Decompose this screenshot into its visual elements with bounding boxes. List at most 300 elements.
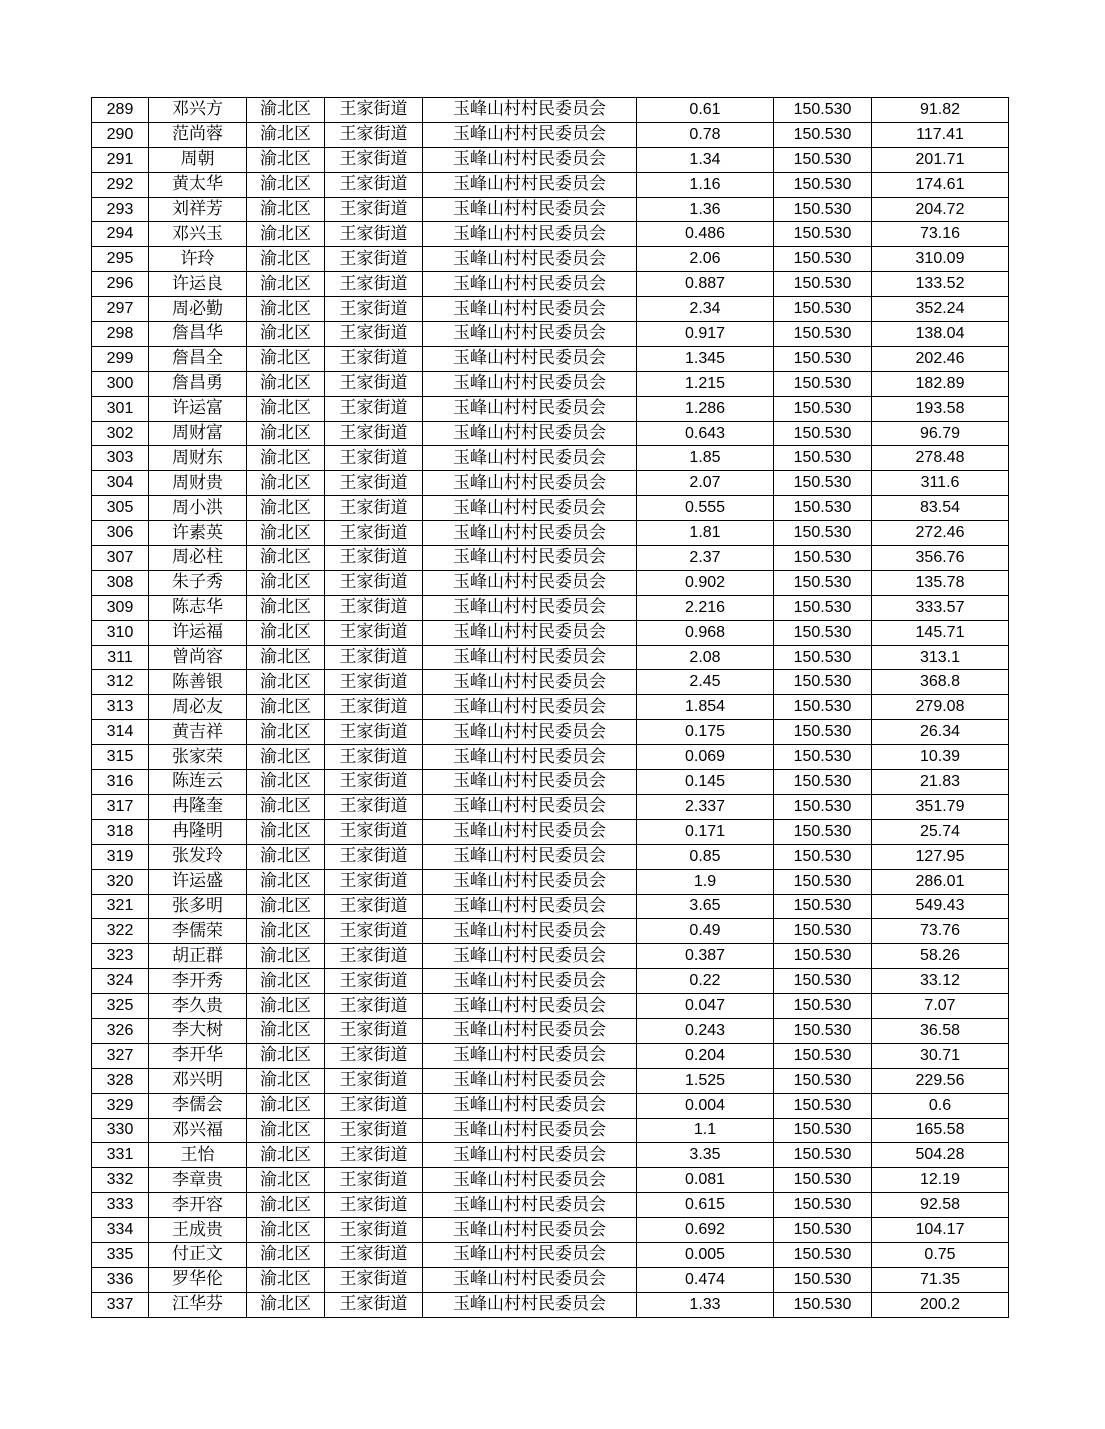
- cell-village-committee: 玉峰山村村民委员会: [423, 98, 637, 123]
- cell-area: 0.474: [637, 1267, 774, 1292]
- cell-area: 2.337: [637, 794, 774, 819]
- cell-amount: 0.75: [872, 1242, 1009, 1267]
- cell-village-committee: 玉峰山村村民委员会: [423, 222, 637, 247]
- cell-row-number: 293: [92, 197, 149, 222]
- cell-unit-price: 150.530: [774, 1143, 872, 1168]
- cell-street: 王家街道: [325, 1018, 423, 1043]
- cell-person-name: 曾尚容: [149, 645, 247, 670]
- cell-person-name: 李开秀: [149, 969, 247, 994]
- cell-street: 王家街道: [325, 197, 423, 222]
- cell-area: 1.345: [637, 346, 774, 371]
- cell-village-committee: 玉峰山村村民委员会: [423, 944, 637, 969]
- cell-amount: 549.43: [872, 894, 1009, 919]
- cell-row-number: 310: [92, 620, 149, 645]
- cell-unit-price: 150.530: [774, 172, 872, 197]
- cell-amount: 138.04: [872, 322, 1009, 347]
- cell-person-name: 詹昌全: [149, 346, 247, 371]
- cell-village-committee: 玉峰山村村民委员会: [423, 496, 637, 521]
- cell-person-name: 李儒会: [149, 1093, 247, 1118]
- table-row: [92, 720, 1009, 745]
- cell-unit-price: 150.530: [774, 371, 872, 396]
- cell-person-name: 黄吉祥: [149, 720, 247, 745]
- table-row: [92, 944, 1009, 969]
- cell-person-name: 冉隆明: [149, 819, 247, 844]
- table-row: [92, 1093, 1009, 1118]
- cell-amount: 21.83: [872, 770, 1009, 795]
- cell-row-number: 311: [92, 645, 149, 670]
- cell-village-committee: 玉峰山村村民委员会: [423, 322, 637, 347]
- cell-row-number: 291: [92, 147, 149, 172]
- table-row: [92, 496, 1009, 521]
- cell-area: 0.081: [637, 1168, 774, 1193]
- cell-area: 2.07: [637, 471, 774, 496]
- cell-person-name: 范尚蓉: [149, 122, 247, 147]
- cell-row-number: 312: [92, 670, 149, 695]
- cell-unit-price: 150.530: [774, 496, 872, 521]
- cell-street: 王家街道: [325, 546, 423, 571]
- cell-row-number: 328: [92, 1068, 149, 1093]
- table-row: [92, 1018, 1009, 1043]
- cell-area: 2.06: [637, 247, 774, 272]
- cell-village-committee: 玉峰山村村民委员会: [423, 172, 637, 197]
- cell-area: 1.36: [637, 197, 774, 222]
- cell-amount: 201.71: [872, 147, 1009, 172]
- cell-street: 王家街道: [325, 1292, 423, 1317]
- cell-row-number: 321: [92, 894, 149, 919]
- table-row: [92, 346, 1009, 371]
- cell-village-committee: 玉峰山村村民委员会: [423, 272, 637, 297]
- table-body: [92, 98, 1009, 1318]
- table-row: [92, 222, 1009, 247]
- cell-district: 渝北区: [247, 322, 325, 347]
- cell-person-name: 李章贵: [149, 1168, 247, 1193]
- table-row: [92, 695, 1009, 720]
- cell-district: 渝北区: [247, 521, 325, 546]
- cell-district: 渝北区: [247, 1218, 325, 1243]
- cell-area: 1.9: [637, 869, 774, 894]
- table-row: [92, 745, 1009, 770]
- cell-row-number: 315: [92, 745, 149, 770]
- cell-area: 0.243: [637, 1018, 774, 1043]
- cell-village-committee: 玉峰山村村民委员会: [423, 570, 637, 595]
- cell-row-number: 333: [92, 1193, 149, 1218]
- cell-unit-price: 150.530: [774, 894, 872, 919]
- cell-amount: 127.95: [872, 844, 1009, 869]
- cell-street: 王家街道: [325, 595, 423, 620]
- cell-street: 王家街道: [325, 421, 423, 446]
- cell-person-name: 邓兴玉: [149, 222, 247, 247]
- cell-village-committee: 玉峰山村村民委员会: [423, 396, 637, 421]
- cell-person-name: 周财贵: [149, 471, 247, 496]
- cell-street: 王家街道: [325, 969, 423, 994]
- cell-area: 0.047: [637, 994, 774, 1019]
- cell-district: 渝北区: [247, 496, 325, 521]
- cell-unit-price: 150.530: [774, 1168, 872, 1193]
- cell-district: 渝北区: [247, 1292, 325, 1317]
- cell-district: 渝北区: [247, 446, 325, 471]
- cell-village-committee: 玉峰山村村民委员会: [423, 471, 637, 496]
- cell-street: 王家街道: [325, 794, 423, 819]
- cell-amount: 0.6: [872, 1093, 1009, 1118]
- cell-row-number: 332: [92, 1168, 149, 1193]
- cell-district: 渝北区: [247, 645, 325, 670]
- cell-street: 王家街道: [325, 346, 423, 371]
- cell-unit-price: 150.530: [774, 570, 872, 595]
- cell-amount: 165.58: [872, 1118, 1009, 1143]
- cell-street: 王家街道: [325, 1218, 423, 1243]
- table-row: [92, 620, 1009, 645]
- cell-village-committee: 玉峰山村村民委员会: [423, 794, 637, 819]
- cell-area: 0.204: [637, 1043, 774, 1068]
- table-row: [92, 197, 1009, 222]
- table-row: [92, 471, 1009, 496]
- cell-amount: 272.46: [872, 521, 1009, 546]
- cell-unit-price: 150.530: [774, 819, 872, 844]
- cell-unit-price: 150.530: [774, 421, 872, 446]
- table-row: [92, 1118, 1009, 1143]
- cell-street: 王家街道: [325, 994, 423, 1019]
- table-row: [92, 969, 1009, 994]
- cell-row-number: 316: [92, 770, 149, 795]
- cell-amount: 7.07: [872, 994, 1009, 1019]
- cell-person-name: 周必勤: [149, 297, 247, 322]
- cell-unit-price: 150.530: [774, 1242, 872, 1267]
- cell-village-committee: 玉峰山村村民委员会: [423, 994, 637, 1019]
- table-row: [92, 396, 1009, 421]
- cell-district: 渝北区: [247, 994, 325, 1019]
- cell-area: 0.49: [637, 919, 774, 944]
- cell-person-name: 张家荣: [149, 745, 247, 770]
- cell-person-name: 罗华伦: [149, 1267, 247, 1292]
- cell-area: 1.16: [637, 172, 774, 197]
- cell-village-committee: 玉峰山村村民委员会: [423, 1093, 637, 1118]
- cell-row-number: 318: [92, 819, 149, 844]
- cell-person-name: 詹昌勇: [149, 371, 247, 396]
- cell-area: 0.486: [637, 222, 774, 247]
- cell-unit-price: 150.530: [774, 346, 872, 371]
- cell-district: 渝北区: [247, 819, 325, 844]
- cell-unit-price: 150.530: [774, 1018, 872, 1043]
- cell-district: 渝北区: [247, 894, 325, 919]
- cell-row-number: 323: [92, 944, 149, 969]
- cell-amount: 333.57: [872, 595, 1009, 620]
- cell-unit-price: 150.530: [774, 919, 872, 944]
- cell-street: 王家街道: [325, 645, 423, 670]
- cell-street: 王家街道: [325, 1043, 423, 1068]
- cell-street: 王家街道: [325, 695, 423, 720]
- cell-row-number: 301: [92, 396, 149, 421]
- cell-street: 王家街道: [325, 1168, 423, 1193]
- cell-unit-price: 150.530: [774, 1193, 872, 1218]
- cell-row-number: 295: [92, 247, 149, 272]
- cell-row-number: 317: [92, 794, 149, 819]
- cell-amount: 135.78: [872, 570, 1009, 595]
- cell-amount: 174.61: [872, 172, 1009, 197]
- table-row: [92, 595, 1009, 620]
- cell-village-committee: 玉峰山村村民委员会: [423, 819, 637, 844]
- cell-amount: 368.8: [872, 670, 1009, 695]
- cell-row-number: 325: [92, 994, 149, 1019]
- cell-person-name: 许运良: [149, 272, 247, 297]
- cell-area: 1.215: [637, 371, 774, 396]
- cell-row-number: 306: [92, 521, 149, 546]
- table-row: [92, 844, 1009, 869]
- cell-district: 渝北区: [247, 1242, 325, 1267]
- cell-person-name: 王怡: [149, 1143, 247, 1168]
- table-row: [92, 272, 1009, 297]
- cell-district: 渝北区: [247, 1068, 325, 1093]
- cell-district: 渝北区: [247, 1043, 325, 1068]
- cell-district: 渝北区: [247, 471, 325, 496]
- cell-person-name: 王成贵: [149, 1218, 247, 1243]
- cell-street: 王家街道: [325, 944, 423, 969]
- cell-unit-price: 150.530: [774, 695, 872, 720]
- cell-amount: 286.01: [872, 869, 1009, 894]
- cell-area: 0.85: [637, 844, 774, 869]
- table-row: [92, 770, 1009, 795]
- cell-amount: 33.12: [872, 969, 1009, 994]
- cell-area: 0.968: [637, 620, 774, 645]
- table-row: [92, 521, 1009, 546]
- cell-district: 渝北区: [247, 1018, 325, 1043]
- cell-district: 渝北区: [247, 595, 325, 620]
- cell-amount: 96.79: [872, 421, 1009, 446]
- cell-district: 渝北区: [247, 222, 325, 247]
- cell-village-committee: 玉峰山村村民委员会: [423, 745, 637, 770]
- cell-area: 0.643: [637, 421, 774, 446]
- cell-district: 渝北区: [247, 969, 325, 994]
- cell-row-number: 335: [92, 1242, 149, 1267]
- cell-area: 0.22: [637, 969, 774, 994]
- cell-unit-price: 150.530: [774, 1068, 872, 1093]
- cell-district: 渝北区: [247, 371, 325, 396]
- cell-village-committee: 玉峰山村村民委员会: [423, 1118, 637, 1143]
- cell-row-number: 331: [92, 1143, 149, 1168]
- table-row: [92, 371, 1009, 396]
- cell-unit-price: 150.530: [774, 297, 872, 322]
- cell-row-number: 297: [92, 297, 149, 322]
- cell-amount: 202.46: [872, 346, 1009, 371]
- cell-unit-price: 150.530: [774, 1218, 872, 1243]
- cell-amount: 356.76: [872, 546, 1009, 571]
- cell-area: 0.555: [637, 496, 774, 521]
- cell-row-number: 294: [92, 222, 149, 247]
- cell-row-number: 309: [92, 595, 149, 620]
- cell-street: 王家街道: [325, 1093, 423, 1118]
- cell-unit-price: 150.530: [774, 720, 872, 745]
- cell-area: 2.216: [637, 595, 774, 620]
- cell-area: 0.887: [637, 272, 774, 297]
- cell-amount: 352.24: [872, 297, 1009, 322]
- cell-unit-price: 150.530: [774, 322, 872, 347]
- cell-amount: 73.16: [872, 222, 1009, 247]
- table-row: [92, 869, 1009, 894]
- cell-street: 王家街道: [325, 247, 423, 272]
- cell-person-name: 陈连云: [149, 770, 247, 795]
- cell-person-name: 周财富: [149, 421, 247, 446]
- cell-unit-price: 150.530: [774, 122, 872, 147]
- cell-amount: 313.1: [872, 645, 1009, 670]
- cell-unit-price: 150.530: [774, 521, 872, 546]
- cell-district: 渝北区: [247, 670, 325, 695]
- cell-area: 1.85: [637, 446, 774, 471]
- cell-street: 王家街道: [325, 446, 423, 471]
- cell-amount: 117.41: [872, 122, 1009, 147]
- cell-street: 王家街道: [325, 496, 423, 521]
- cell-row-number: 324: [92, 969, 149, 994]
- table-row: [92, 994, 1009, 1019]
- cell-street: 王家街道: [325, 471, 423, 496]
- cell-district: 渝北区: [247, 1193, 325, 1218]
- cell-person-name: 许运盛: [149, 869, 247, 894]
- cell-person-name: 陈志华: [149, 595, 247, 620]
- cell-row-number: 327: [92, 1043, 149, 1068]
- cell-village-committee: 玉峰山村村民委员会: [423, 371, 637, 396]
- cell-village-committee: 玉峰山村村民委员会: [423, 969, 637, 994]
- cell-person-name: 付正文: [149, 1242, 247, 1267]
- table-row: [92, 247, 1009, 272]
- cell-area: 1.286: [637, 396, 774, 421]
- cell-street: 王家街道: [325, 919, 423, 944]
- cell-village-committee: 玉峰山村村民委员会: [423, 720, 637, 745]
- cell-amount: 10.39: [872, 745, 1009, 770]
- cell-person-name: 冉隆奎: [149, 794, 247, 819]
- table-row: [92, 98, 1009, 123]
- cell-unit-price: 150.530: [774, 869, 872, 894]
- cell-amount: 26.34: [872, 720, 1009, 745]
- cell-street: 王家街道: [325, 620, 423, 645]
- cell-street: 王家街道: [325, 98, 423, 123]
- cell-area: 0.615: [637, 1193, 774, 1218]
- cell-area: 2.37: [637, 546, 774, 571]
- cell-area: 3.65: [637, 894, 774, 919]
- cell-district: 渝北区: [247, 1168, 325, 1193]
- cell-street: 王家街道: [325, 521, 423, 546]
- table-row: [92, 1292, 1009, 1317]
- cell-unit-price: 150.530: [774, 994, 872, 1019]
- cell-unit-price: 150.530: [774, 1043, 872, 1068]
- cell-amount: 229.56: [872, 1068, 1009, 1093]
- table-row: [92, 446, 1009, 471]
- cell-person-name: 胡正群: [149, 944, 247, 969]
- cell-village-committee: 玉峰山村村民委员会: [423, 421, 637, 446]
- cell-village-committee: 玉峰山村村民委员会: [423, 446, 637, 471]
- cell-village-committee: 玉峰山村村民委员会: [423, 770, 637, 795]
- cell-district: 渝北区: [247, 396, 325, 421]
- cell-street: 王家街道: [325, 1118, 423, 1143]
- table-row: [92, 1267, 1009, 1292]
- cell-village-committee: 玉峰山村村民委员会: [423, 521, 637, 546]
- cell-area: 0.902: [637, 570, 774, 595]
- table-row: [92, 645, 1009, 670]
- cell-amount: 200.2: [872, 1292, 1009, 1317]
- cell-street: 王家街道: [325, 1143, 423, 1168]
- cell-street: 王家街道: [325, 1068, 423, 1093]
- cell-row-number: 320: [92, 869, 149, 894]
- cell-row-number: 296: [92, 272, 149, 297]
- cell-amount: 83.54: [872, 496, 1009, 521]
- cell-person-name: 周必友: [149, 695, 247, 720]
- cell-area: 2.45: [637, 670, 774, 695]
- cell-area: 0.692: [637, 1218, 774, 1243]
- cell-row-number: 314: [92, 720, 149, 745]
- cell-person-name: 刘祥芳: [149, 197, 247, 222]
- cell-district: 渝北区: [247, 272, 325, 297]
- cell-unit-price: 150.530: [774, 446, 872, 471]
- cell-street: 王家街道: [325, 1242, 423, 1267]
- cell-village-committee: 玉峰山村村民委员会: [423, 1143, 637, 1168]
- table-row: [92, 794, 1009, 819]
- cell-amount: 25.74: [872, 819, 1009, 844]
- cell-unit-price: 150.530: [774, 620, 872, 645]
- cell-amount: 92.58: [872, 1193, 1009, 1218]
- cell-village-committee: 玉峰山村村民委员会: [423, 595, 637, 620]
- cell-village-committee: 玉峰山村村民委员会: [423, 147, 637, 172]
- cell-street: 王家街道: [325, 844, 423, 869]
- cell-district: 渝北区: [247, 197, 325, 222]
- cell-row-number: 292: [92, 172, 149, 197]
- cell-row-number: 319: [92, 844, 149, 869]
- cell-row-number: 330: [92, 1118, 149, 1143]
- cell-street: 王家街道: [325, 819, 423, 844]
- cell-person-name: 周朝: [149, 147, 247, 172]
- cell-unit-price: 150.530: [774, 844, 872, 869]
- cell-unit-price: 150.530: [774, 98, 872, 123]
- cell-amount: 311.6: [872, 471, 1009, 496]
- cell-amount: 104.17: [872, 1218, 1009, 1243]
- table-row: [92, 122, 1009, 147]
- cell-street: 王家街道: [325, 222, 423, 247]
- cell-unit-price: 150.530: [774, 1292, 872, 1317]
- cell-row-number: 290: [92, 122, 149, 147]
- cell-village-committee: 玉峰山村村民委员会: [423, 620, 637, 645]
- cell-person-name: 周财东: [149, 446, 247, 471]
- cell-area: 0.069: [637, 745, 774, 770]
- cell-unit-price: 150.530: [774, 471, 872, 496]
- cell-village-committee: 玉峰山村村民委员会: [423, 1068, 637, 1093]
- cell-amount: 278.48: [872, 446, 1009, 471]
- cell-person-name: 江华芬: [149, 1292, 247, 1317]
- cell-unit-price: 150.530: [774, 197, 872, 222]
- cell-person-name: 邓兴福: [149, 1118, 247, 1143]
- cell-street: 王家街道: [325, 720, 423, 745]
- cell-district: 渝北区: [247, 147, 325, 172]
- cell-street: 王家街道: [325, 396, 423, 421]
- cell-street: 王家街道: [325, 570, 423, 595]
- table-row: [92, 147, 1009, 172]
- cell-row-number: 299: [92, 346, 149, 371]
- cell-person-name: 许素英: [149, 521, 247, 546]
- cell-unit-price: 150.530: [774, 247, 872, 272]
- cell-street: 王家街道: [325, 147, 423, 172]
- table-row: [92, 819, 1009, 844]
- cell-unit-price: 150.530: [774, 645, 872, 670]
- cell-row-number: 303: [92, 446, 149, 471]
- cell-person-name: 李大树: [149, 1018, 247, 1043]
- cell-row-number: 313: [92, 695, 149, 720]
- data-table: [91, 97, 1009, 1318]
- cell-unit-price: 150.530: [774, 1093, 872, 1118]
- cell-area: 0.387: [637, 944, 774, 969]
- cell-street: 王家街道: [325, 670, 423, 695]
- cell-row-number: 300: [92, 371, 149, 396]
- cell-unit-price: 150.530: [774, 670, 872, 695]
- table-row: [92, 670, 1009, 695]
- cell-area: 3.35: [637, 1143, 774, 1168]
- cell-unit-price: 150.530: [774, 272, 872, 297]
- cell-district: 渝北区: [247, 1267, 325, 1292]
- cell-person-name: 李儒荣: [149, 919, 247, 944]
